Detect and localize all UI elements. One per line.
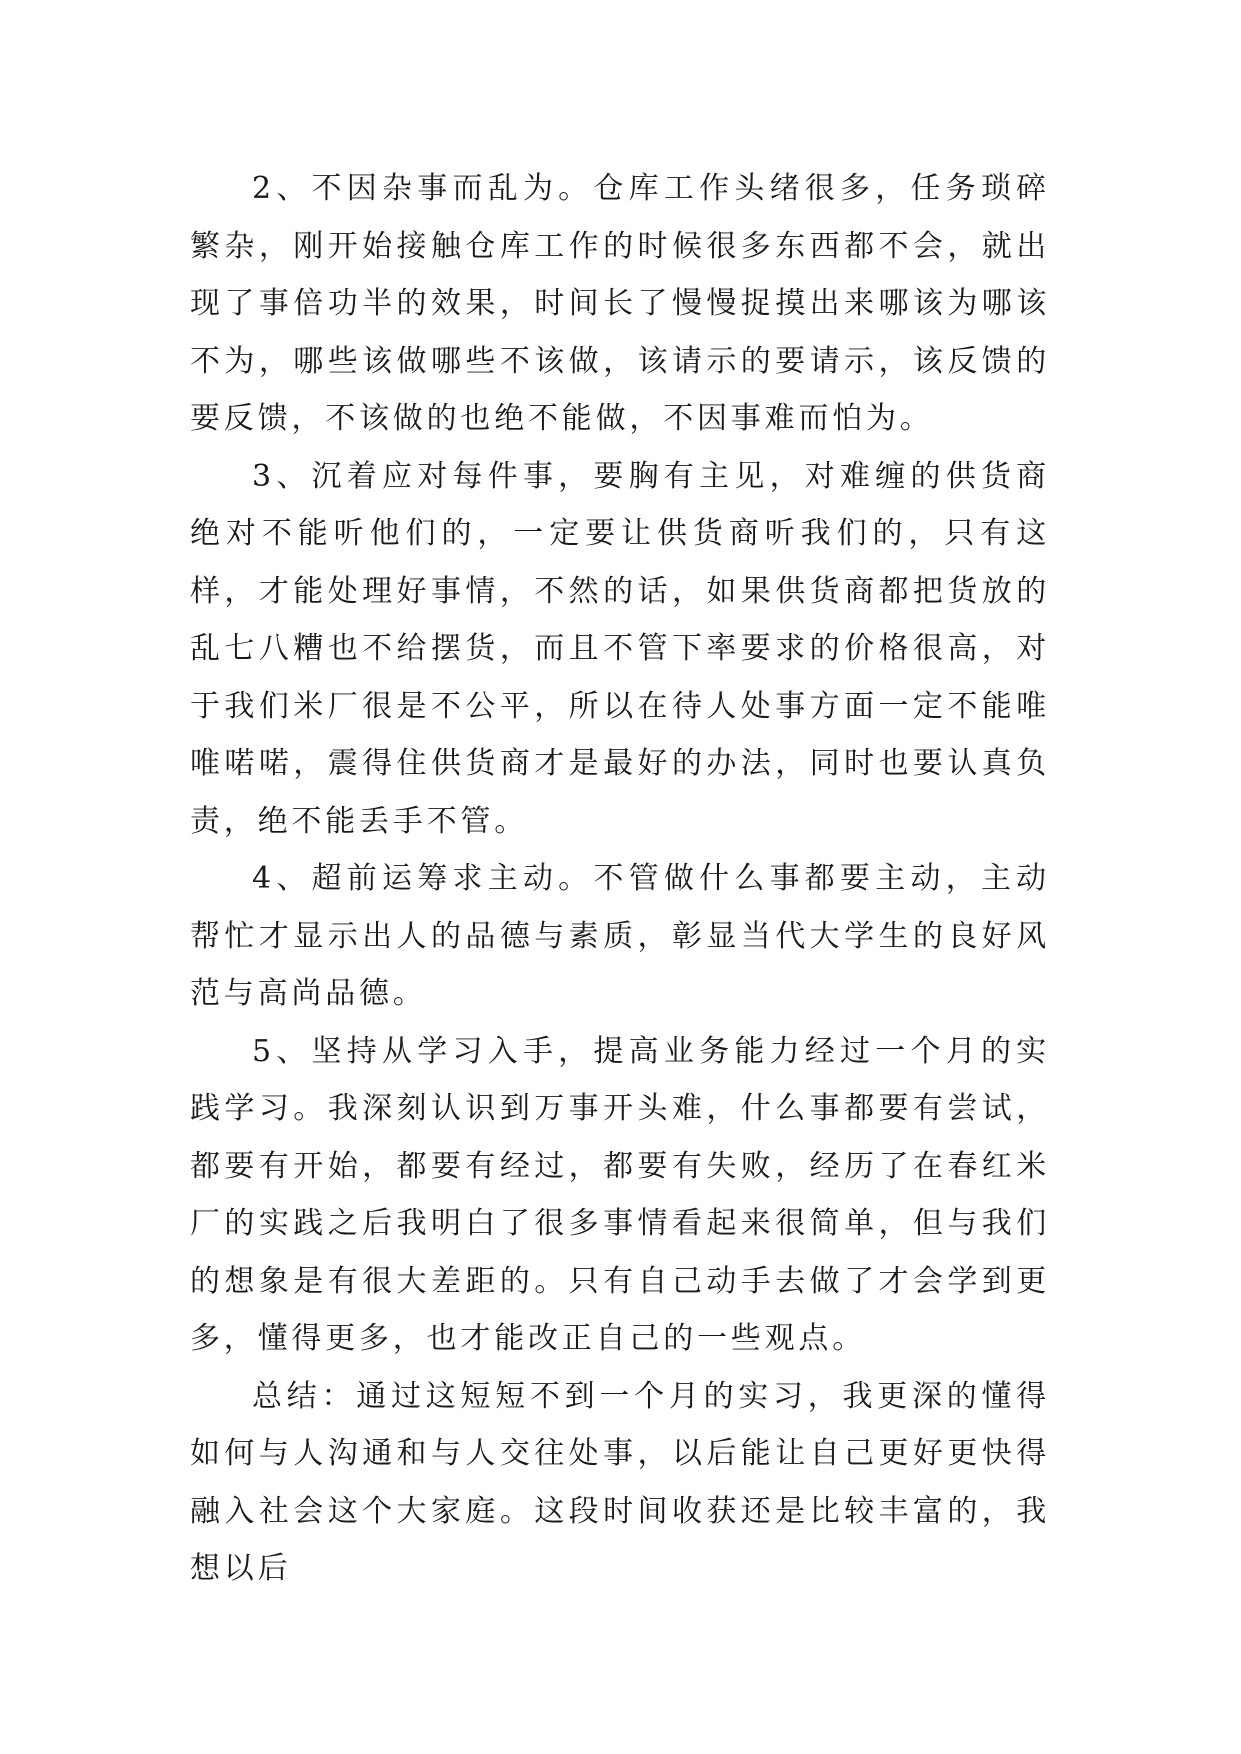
paragraph-item-4: 4、超前运筹求主动。不管做什么事都要主动，主动帮忙才显示出人的品德与素质，彰显当代大学生的良好风范与高尚品德。 bbox=[190, 861, 1050, 1011]
document-body bbox=[190, 160, 1050, 1598]
paragraph-item-3: 3、沉着应对每件事，要胸有主见，对难缠的供货商绝对不能听他们的，一定要让供货商听我们的，只有这样，才能处理好事情，不然的话，如果供货商都把货放的乱七八糟也不给摆货，而且不管下率要求的价格很高，对于我们米厂很是不公平，所以在待人处事方面一定不能唯唯喏喏，震得住供货商才是最好的办法，同时也要认真负责，绝不能丢手不管。 bbox=[190, 458, 1050, 839]
paragraph-item-2: 2、不因杂事而乱为。仓库工作头绪很多，任务琐碎繁杂，刚开始接触仓库工作的时候很多东西都不会，就出现了事倍功半的效果，时间长了慢慢捉摸出来哪该为哪该不为，哪些该做哪些不该做，该请示的要请示，该反馈的要反馈，不该做的也绝不能做，不因事难而怕为。 bbox=[190, 171, 1050, 436]
paragraph-item-5: 5、坚持从学习入手，提高业务能力经过一个月的实践学习。我深刻认识到万事开头难，什么事都要有尝试，都要有开始，都要有经过，都要有失败，经历了在春红米厂的实践之后我明白了很多事情看起来很简单，但与我们的想象是有很大差距的。只有自己动手去做了才会学到更多，懂得更多，也才能改正自己的一些观点。 bbox=[190, 1033, 1050, 1356]
paragraph-summary: 总结：通过这短短不到一个月的实习，我更深的懂得如何与人沟通和与人交往处事，以后能让自己更好更快得融入社会这个大家庭。这段时间收获还是比较丰富的，我想以后 bbox=[190, 1378, 1050, 1586]
